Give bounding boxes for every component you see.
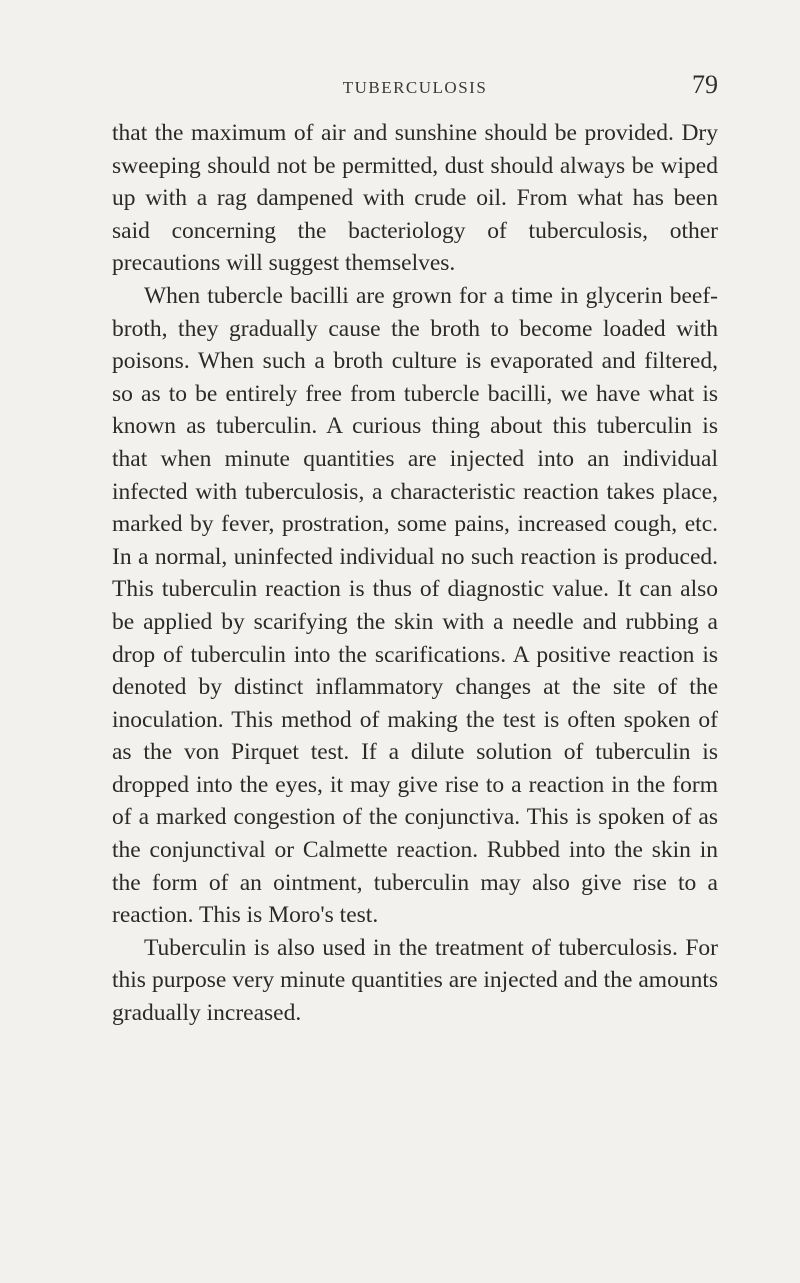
paragraph-continued: that the maximum of air and sunshine should be provided. Dry sweeping should not be permitted, dust should always be wiped up with a rag dampened with crude oil. From what has been said concerning the bacteriology of tuberculosis, other precautions will suggest themselves.	[112, 120, 718, 277]
running-head	[112, 70, 718, 106]
paragraph-tuberculin: When tubercle bacilli are grown for a time in glycerin beef-broth, they gradually cause the broth to become loaded with poisons. When such a broth culture is evaporated and filtered, so as to be entirely free from tubercle bacilli, we have what is known as tuberculin. A curious thing about this tuberculin is that when minute quantities are injected into an individual infected with tuberculosis, a characteristic reaction takes place, marked by fever, prostration, some pains, increased cough, etc. In a normal, uninfected individual no such reaction is produced. This tuberculin reaction is thus of diagnostic value. It can also be applied by scarifying the skin with a needle and rubbing a drop of tuberculin into the scarifications. A positive reaction is denoted by distinct inflammatory changes at the site of the inoculation. This method of making the test is often spoken of as the von Pirquet test. If a dilute solution of tuberculin is dropped into the eyes, it may give rise to a reaction in the form of a marked congestion of the conjunctiva. This is spoken of as the conjunctival or Calmette reaction. Rubbed into the skin in the form of an ointment, tuberculin may also give rise to a reaction. This is Moro's test.	[112, 282, 718, 929]
page-number: 79	[692, 70, 718, 99]
paragraph-treatment: Tuberculin is also used in the treatment of tuberculosis. For this purpose very minute quantities are injected and the amounts gradually increased.	[112, 934, 718, 1027]
running-title: TUBERCULOSIS	[342, 78, 488, 97]
body-text	[112, 117, 718, 1030]
